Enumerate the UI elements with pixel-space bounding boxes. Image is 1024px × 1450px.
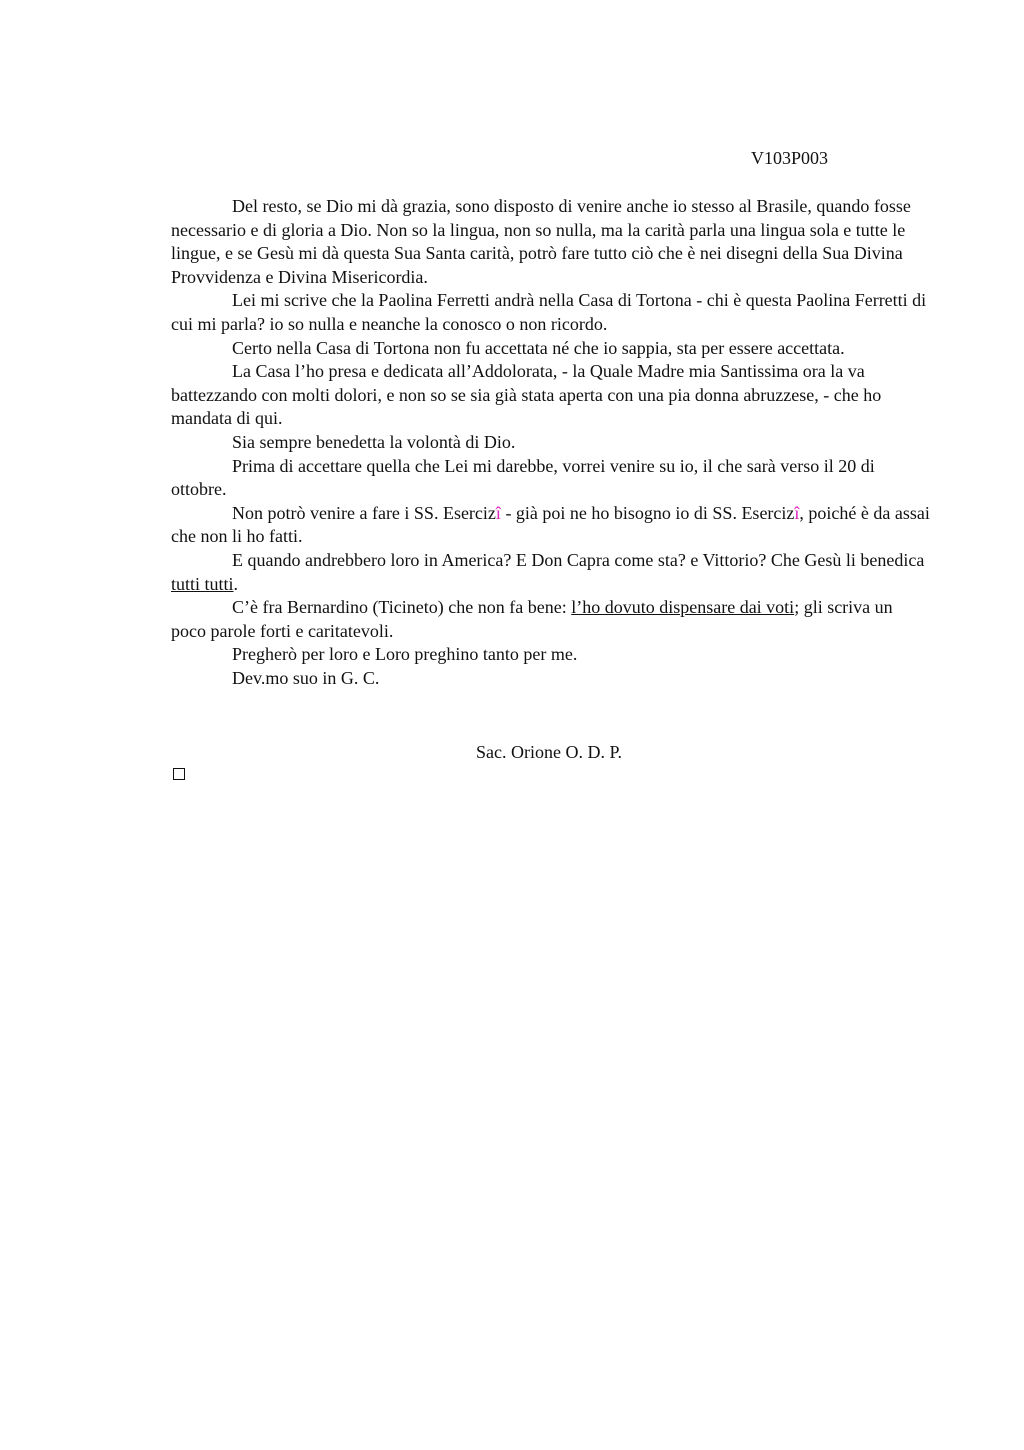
paragraph-11: Dev.mo suo in G. C. — [232, 667, 380, 688]
paragraph-7 — [171, 502, 931, 549]
paragraph-7-text-c: , poiché è da assai che non li ho fatti. — [171, 502, 930, 547]
paragraph-9-text-a: C’è fra Bernardino (Ticineto) che non fa bene: — [232, 597, 572, 618]
paragraph-9-text-b: ; gli scriva un poco parole forti e caritatevoli. — [171, 597, 893, 641]
paragraph-5: Sia sempre benedetta la volontà di Dio. — [232, 431, 516, 452]
signature: Sac. Orione O. D. P. — [476, 742, 622, 762]
end-of-document-box-icon — [173, 768, 185, 780]
paragraph-7-text-b: - già poi ne ho bisogno io di SS. Eserciz — [500, 502, 795, 523]
paragraph-4: La Casa l’ho presa e dedicata all’Addolorata, - la Quale Madre mia Santissima ora la va battezzando con molti dolori, e non so se sia già stata aperta con una pia donna abruzzese, - che ho mandata di qui. — [171, 361, 882, 429]
page-code: V103P003 — [751, 148, 829, 168]
paragraph-2: Lei mi scrive che la Paolina Ferretti andrà nella Casa di Tortona - chi è questa Paolina Ferretti di cui mi parla? io so nulla e neanche la conosco o non ricordo. — [171, 290, 927, 334]
paragraph-8-text-a: E quando andrebbero loro in America? E Don Capra come sta? e Vittorio? Che Gesù li benedica — [232, 549, 925, 570]
paragraph-8 — [171, 549, 931, 596]
paragraph-6: Prima di accettare quella che Lei mi darebbe, vorrei venire su io, il che sarà verso il 20 di ottobre. — [171, 455, 875, 500]
paragraph-1: Del resto, se Dio mi dà grazia, sono disposto di venire anche io stesso al Brasile, quando fosse necessario e di gloria a Dio. Non so la lingua, non so nulla, ma la carità parla una lingua sola e tutte le lingue, e se Gesù mi dà questa Sua Santa carità, potrò fare tutto ciò che è nei disegni della Sua Divina Provvidenza e Divina Misericordia. — [171, 196, 911, 287]
letter-body — [171, 195, 931, 690]
paragraph-10: Pregherò per loro e Loro preghino tanto per me. — [232, 644, 578, 665]
accent-mark: î — [794, 502, 800, 523]
paragraph-3: Certo nella Casa di Tortona non fu accettata né che io sappia, sta per essere accettata. — [232, 337, 845, 358]
underlined-phrase: l’ho dovuto dispensare dai voti — [571, 597, 795, 618]
paragraph-9 — [171, 596, 931, 643]
underlined-phrase: tutti tutti — [171, 573, 234, 594]
paragraph-7-text-a: Non potrò venire a fare i SS. Eserciz — [232, 502, 496, 523]
paragraph-8-text-b: . — [233, 573, 239, 594]
accent-mark: î — [495, 502, 501, 523]
